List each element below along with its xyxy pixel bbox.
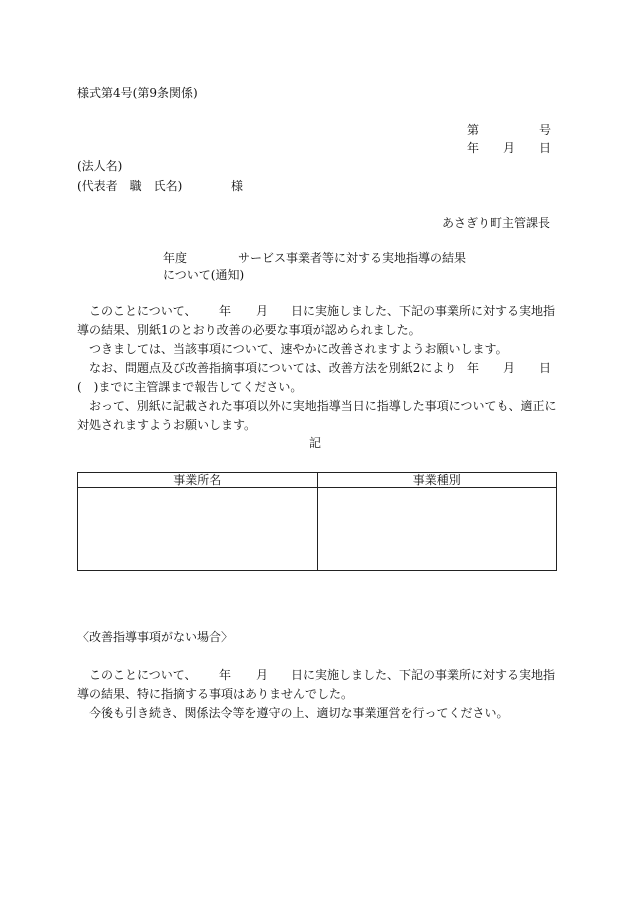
- alt-p1-year: 年: [219, 668, 232, 682]
- body-p4-end: 対処されますようお願いします。: [77, 418, 257, 432]
- ki-heading: 記: [309, 436, 322, 450]
- addressee-honorific: 様: [231, 179, 244, 193]
- body-p1-end: 導の結果、別紙1のとおり改善の必要な事項が認められました。: [77, 323, 421, 337]
- alt-p1-start: このことについて、: [77, 668, 197, 682]
- table-cell-business-type: [317, 488, 557, 571]
- body-p3-month: 月: [503, 361, 516, 375]
- alt-p1-month: 月: [256, 668, 269, 682]
- alt-p2: 今後も引き続き、関係法令等を遵守の上、適切な事業運営を行ってください。: [77, 706, 509, 720]
- body-p1-start: このことについて、: [77, 304, 197, 318]
- title-line-1: サービス事業者等に対する実地指導の結果: [238, 251, 467, 265]
- table-header-row: [78, 473, 557, 488]
- body-p3-year: 年: [467, 361, 480, 375]
- body-p3-end: ( )までに主管課まで報告してください。: [77, 380, 303, 394]
- sender: あさぎり町主管課長: [441, 216, 550, 230]
- table-row: [78, 488, 557, 571]
- body-p4-start: おって、別紙に記載された事項以外に実地指導当日に指導した事項についても、適正に: [77, 399, 557, 413]
- alt-p1-rest: 日に実施しました、下記の事業所に対する実地指: [291, 668, 556, 682]
- form-number: 様式第4号(第9条関係): [77, 86, 198, 100]
- table-header-office-name: 事業所名: [78, 473, 318, 488]
- doc-number-dai: 第: [467, 123, 480, 137]
- body-p1-month: 月: [256, 304, 269, 318]
- addressee-corp-name: (法人名): [77, 159, 123, 173]
- doc-date-day: 日: [539, 141, 552, 155]
- title-line-2: について(通知): [163, 268, 245, 282]
- alt-p1-end: 導の結果、特に指摘する事項はありませんでした。: [77, 687, 354, 701]
- alt-heading: 〈改善指導事項がない場合〉: [77, 630, 234, 644]
- body-p2: つきましては、当該事項について、速やかに改善されますようお願いします。: [77, 342, 508, 356]
- doc-date-month: 月: [503, 141, 516, 155]
- doc-number-go: 号: [539, 123, 552, 137]
- doc-date-year: 年: [467, 141, 480, 155]
- table-header-business-type: 事業種別: [317, 473, 557, 488]
- office-table: [77, 472, 557, 571]
- addressee-representative: (代表者 職 氏名): [77, 179, 183, 193]
- title-fiscal-year: 年度: [163, 251, 188, 265]
- table-cell-office-name: [78, 488, 318, 571]
- body-p1-rest: 日に実施しました、下記の事業所に対する実地指: [291, 304, 556, 318]
- body-p3-start: なお、問題点及び改善指摘事項については、改善方法を別紙2により: [77, 361, 457, 375]
- body-p3-day: 日: [539, 361, 552, 375]
- body-p1-year: 年: [219, 304, 232, 318]
